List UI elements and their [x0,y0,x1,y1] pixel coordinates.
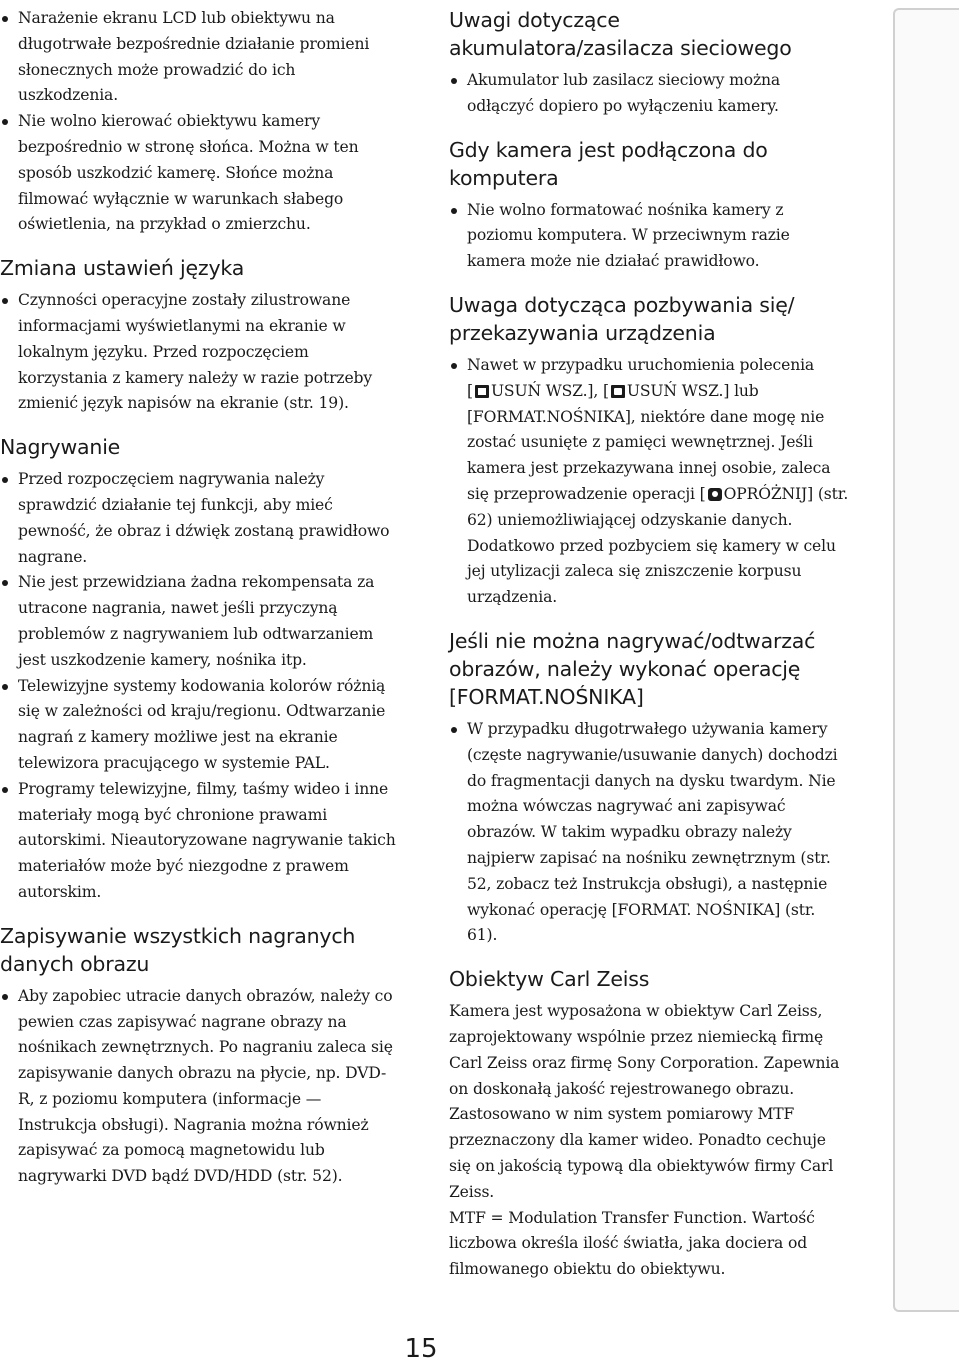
list-item: Telewizyjne systemy kodowania kolorów różnią się w zależności od kraju/regionu. Odtwarzanie nagrań z kamery możliwe jest na ekranie telewizora pracującego w systemie PAL. [0,674,400,777]
battery-list [449,68,849,120]
list-item: Narażenie ekranu LCD lub obiektywu na długotrwałe bezpośrednie działanie promieni słonecznych może prowadzić do ich uszkodzenia. [0,6,400,109]
list-item: Nie wolno kierować obiektywu kamery bezpośrednio w stronę słońca. Można w ten sposób uszkodzić kamerę. Słońce można filmować wyłącznie w warunkach słabego oświetlenia, na przykład o zmierzchu. [0,109,400,238]
list-item: Aby zapobiec utracie danych obrazów, należy co pewien czas zapisywać nagrane obrazy na nośnikach zewnętrznych. Po nagraniu zaleca się zapisywanie danych obrazu na płycie, np. DVD-R, z poziomu komputera (informacje — Instrukcja obsługi). Nagrania można również zapisywać za pomocą magnetowidu lub nagrywarki DVD bądź DVD/HDD (str. 52). [0,984,400,1190]
section-title: Obiektyw Carl Zeiss [449,967,650,992]
list-item [449,353,849,611]
battery-section [449,6,849,120]
disposal-line-1: Nawet w przypadku uruchomienia polecenia [467,355,815,374]
section-title: Zapisywanie wszystkich nagranych danych obrazu [0,923,356,976]
save-list [0,984,400,1190]
disposal-body: [FORMAT.NOŚNIKA], niektóre dane mogę nie zostać usunięte z pamięci wewnętrznej. Jeśli kamera jest przekazywana innej osobie, zaleca się przeprowadzenie operacji [ [467,407,831,503]
list-item: W przypadku długotrwałego używania kamery (częste nagrywanie/usuwanie danych) dochodzi do fragmentacji danych na dysku twardym. Nie można wówczas nagrywać ani zapisywać obrazów. W takim wypadku obrazy należy najpierw zapisać na nośniku zewnętrznym (str. 52, zobacz też Instrukcja obsługi), a następnie wykonać operację [FORMAT. NOŚNIKA] (str. 61). [449,717,849,949]
disposal-tail: (str. 62) uniemożliwiającej odzyskanie danych. Dodatkowo przed pozbyciem się kamery w celu jej utylizacji zaleca się zniszczenie korpusu urządzenia. [467,484,849,607]
computer-section [449,136,849,275]
mtf-paragraph: MTF = Modulation Transfer Function. Wartość liczbowa określa ilość światła, jaka dociera od filmowanego obiektu do obiektywu. [449,1208,815,1279]
bracket-open: [ [467,381,473,400]
left-column [0,0,400,1206]
disposal-section [449,291,849,611]
bracket-separator: ], [ [587,381,609,400]
page-number: 15 [404,1334,438,1364]
format-section [449,627,849,949]
section-title: Nagrywanie [0,435,121,460]
language-section [0,254,400,417]
zeiss-paragraph: Kamera jest wyposażona w obiektyw Carl Zeiss, zaprojektowany wspólnie przez niemiecką firmę Carl Zeiss oraz firmę Sony Corporation. Zapewnia on doskonałą jakość rejestrowanego obrazu. Zastosowano w nim system pomiarowy MTF przeznaczony dla kamer wideo. Ponadto cechuje się on jakością typową dla obiektywów firmy Carl Zeiss. [449,1002,840,1201]
recording-list [0,467,400,906]
list-item: Czynności operacyjne zostały zilustrowane informacjami wyświetlanymi na ekranie w lokalnym języku. Przed rozpoczęciem korzystania z kamery należy w razie potrzeby zmienić język napisów na ekranie (str. 19). [0,288,400,417]
photo-icon [611,385,625,398]
computer-list [449,198,849,275]
section-title: Gdy kamera jest podłączona do komputera [449,137,768,190]
list-item: Akumulator lub zasilacz sieciowy można odłączyć dopiero po wyłączeniu kamery. [449,68,849,120]
language-list [0,288,400,417]
save-section [0,922,400,1190]
empty-label: OPRÓŻNIJ] [723,484,814,503]
delete-all-photo-label: USUŃ WSZ. [626,381,724,400]
intro-list [0,6,400,238]
right-column [449,0,849,1299]
zeiss-section [449,965,849,1283]
list-item: Programy telewizyjne, filmy, taśmy wideo i inne materiały mogą być chronione prawami autorskimi. Nieautoryzowane nagrywanie takich materiałów może być niezgodne z prawem autorskim. [0,777,400,906]
section-title: Jeśli nie można nagrywać/odtwarzać obrazów, należy wykonać operację [FORMAT.NOŚNIKA] [449,628,816,709]
list-item: Nie jest przewidziana żadna rekompensata za utracone nagrania, nawet jeśli przyczyną problemów z nagrywaniem lub odtwarzaniem jest uszkodzenie kamery, nośnika itp. [0,570,400,673]
delete-all-movie-label: USUŃ WSZ. [490,381,588,400]
side-tab-strip [893,8,960,1363]
recording-section [0,433,400,906]
format-list [449,717,849,949]
list-item: Nie wolno formatować nośnika kamery z poziomu komputera. W przeciwnym razie kamera może nie działać prawidłowo. [449,198,849,275]
section-title: Zmiana ustawień języka [0,256,245,281]
internal-memory-icon [708,488,722,501]
bracket-close: ] lub [723,381,759,400]
section-title: Uwaga dotycząca pozbywania się/ przekazywania urządzenia [449,292,795,345]
section-title: Uwagi dotyczące akumulatora/zasilacza sieciowego [449,8,792,60]
movie-icon [475,385,489,398]
intro-section [0,6,400,238]
disposal-list [449,353,849,611]
side-tab[interactable] [893,8,959,1312]
list-item: Przed rozpoczęciem nagrywania należy sprawdzić działanie tej funkcji, aby mieć pewność, że obraz i dźwięk zostaną prawidłowo nagrane. [0,467,400,570]
